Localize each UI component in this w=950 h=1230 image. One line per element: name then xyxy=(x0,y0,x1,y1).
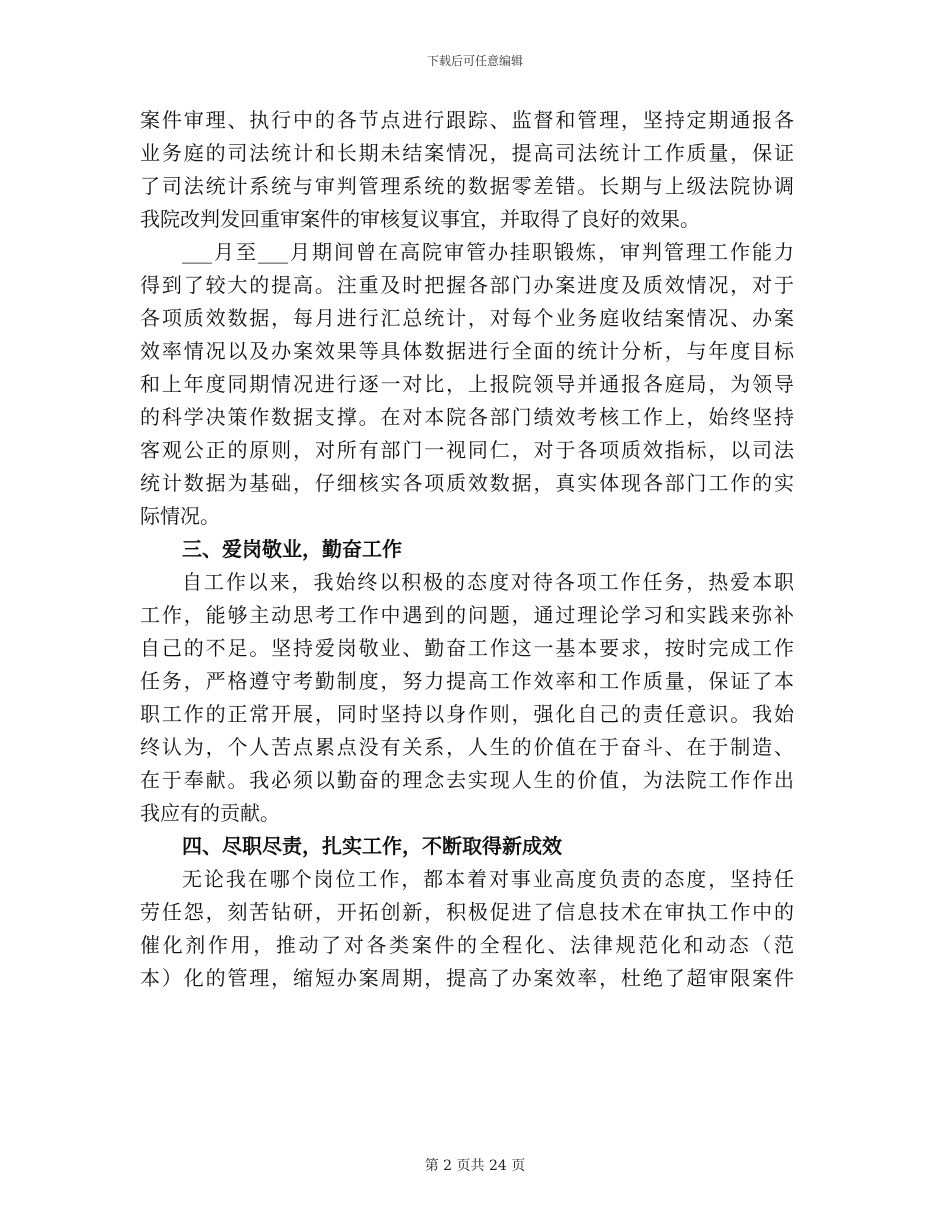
body-line: 客观公正的原则，对所有部门一视同仁，对于各项质效指标，以司法 xyxy=(140,438,794,462)
body-line: 业务庭的司法统计和长期未结案情况，提高司法统计工作质量，保证 xyxy=(140,141,794,165)
body-line: 统计数据为基础，仔细核实各项质效数据，真实体现各部门工作的实 xyxy=(140,471,794,495)
section-heading: 三、爱岗敬业，勤奋工作 xyxy=(182,537,402,561)
body-line: 的科学决策作数据支撑。在对本院各部门绩效考核工作上，始终坚持 xyxy=(140,405,794,429)
document-body xyxy=(140,104,794,995)
body-line: 任务，严格遵守考勤制度，努力提高工作效率和工作质量，保证了本 xyxy=(140,669,794,693)
body-line: 案件审理、执行中的各节点进行跟踪、监督和管理，坚持定期通报各 xyxy=(140,108,794,132)
body-line: 了司法统计系统与审判管理系统的数据零差错。长期与上级法院协调 xyxy=(140,174,794,198)
body-line: 在于奉献。我必须以勤奋的理念去实现人生的价值，为法院工作作出 xyxy=(140,768,794,792)
body-line: 得到了较大的提高。注重及时把握各部门办案进度及质效情况，对于 xyxy=(140,273,794,297)
body-line: 效率情况以及办案效果等具体数据进行全面的统计分析，与年度目标 xyxy=(140,339,794,363)
body-line: 催化剂作用，推动了对各类案件的全程化、法律规范化和动态（范 xyxy=(140,933,794,957)
body-line: 无论我在哪个岗位工作，都本着对事业高度负责的态度，坚持任 xyxy=(182,867,794,891)
body-line: 职工作的正常开展，同时坚持以身作则，强化自己的责任意识。我始 xyxy=(140,702,794,726)
body-line: 终认为，个人苦点累点没有关系，人生的价值在于奋斗、在于制造、 xyxy=(140,735,794,759)
body-line: 和上年度同期情况进行逐一对比，上报院领导并通报各庭局，为领导 xyxy=(140,372,794,396)
page-number: 第 2 页共 24 页 xyxy=(424,1158,526,1174)
body-line: 我院改判发回重审案件的审核复议事宜，并取得了良好的效果。 xyxy=(140,207,700,231)
body-line: 自己的不足。坚持爱岗敬业、勤奋工作这一基本要求，按时完成工作 xyxy=(140,636,794,660)
body-line: 劳任怨，刻苦钻研，开拓创新，积极促进了信息技术在审执工作中的 xyxy=(140,900,794,924)
body-line: ___月至___月期间曾在高院审管办挂职锻炼，审判管理工作能力 xyxy=(182,240,794,264)
body-line: 我应有的贡献。 xyxy=(140,801,280,825)
section-heading: 四、尽职尽责，扎实工作，不断取得新成效 xyxy=(182,834,562,858)
body-line: 自工作以来，我始终以积极的态度对待各项工作任务，热爱本职 xyxy=(182,570,794,594)
body-line: 各项质效数据，每月进行汇总统计，对每个业务庭收结案情况、办案 xyxy=(140,306,794,330)
body-line: 际情况。 xyxy=(140,504,220,528)
page-header: 下载后可任意编辑 xyxy=(426,54,523,68)
body-line: 本）化的管理，缩短办案周期，提高了办案效率，杜绝了超审限案件 xyxy=(140,966,794,990)
body-line: 工作，能够主动思考工作中遇到的问题，通过理论学习和实践来弥补 xyxy=(140,603,794,627)
